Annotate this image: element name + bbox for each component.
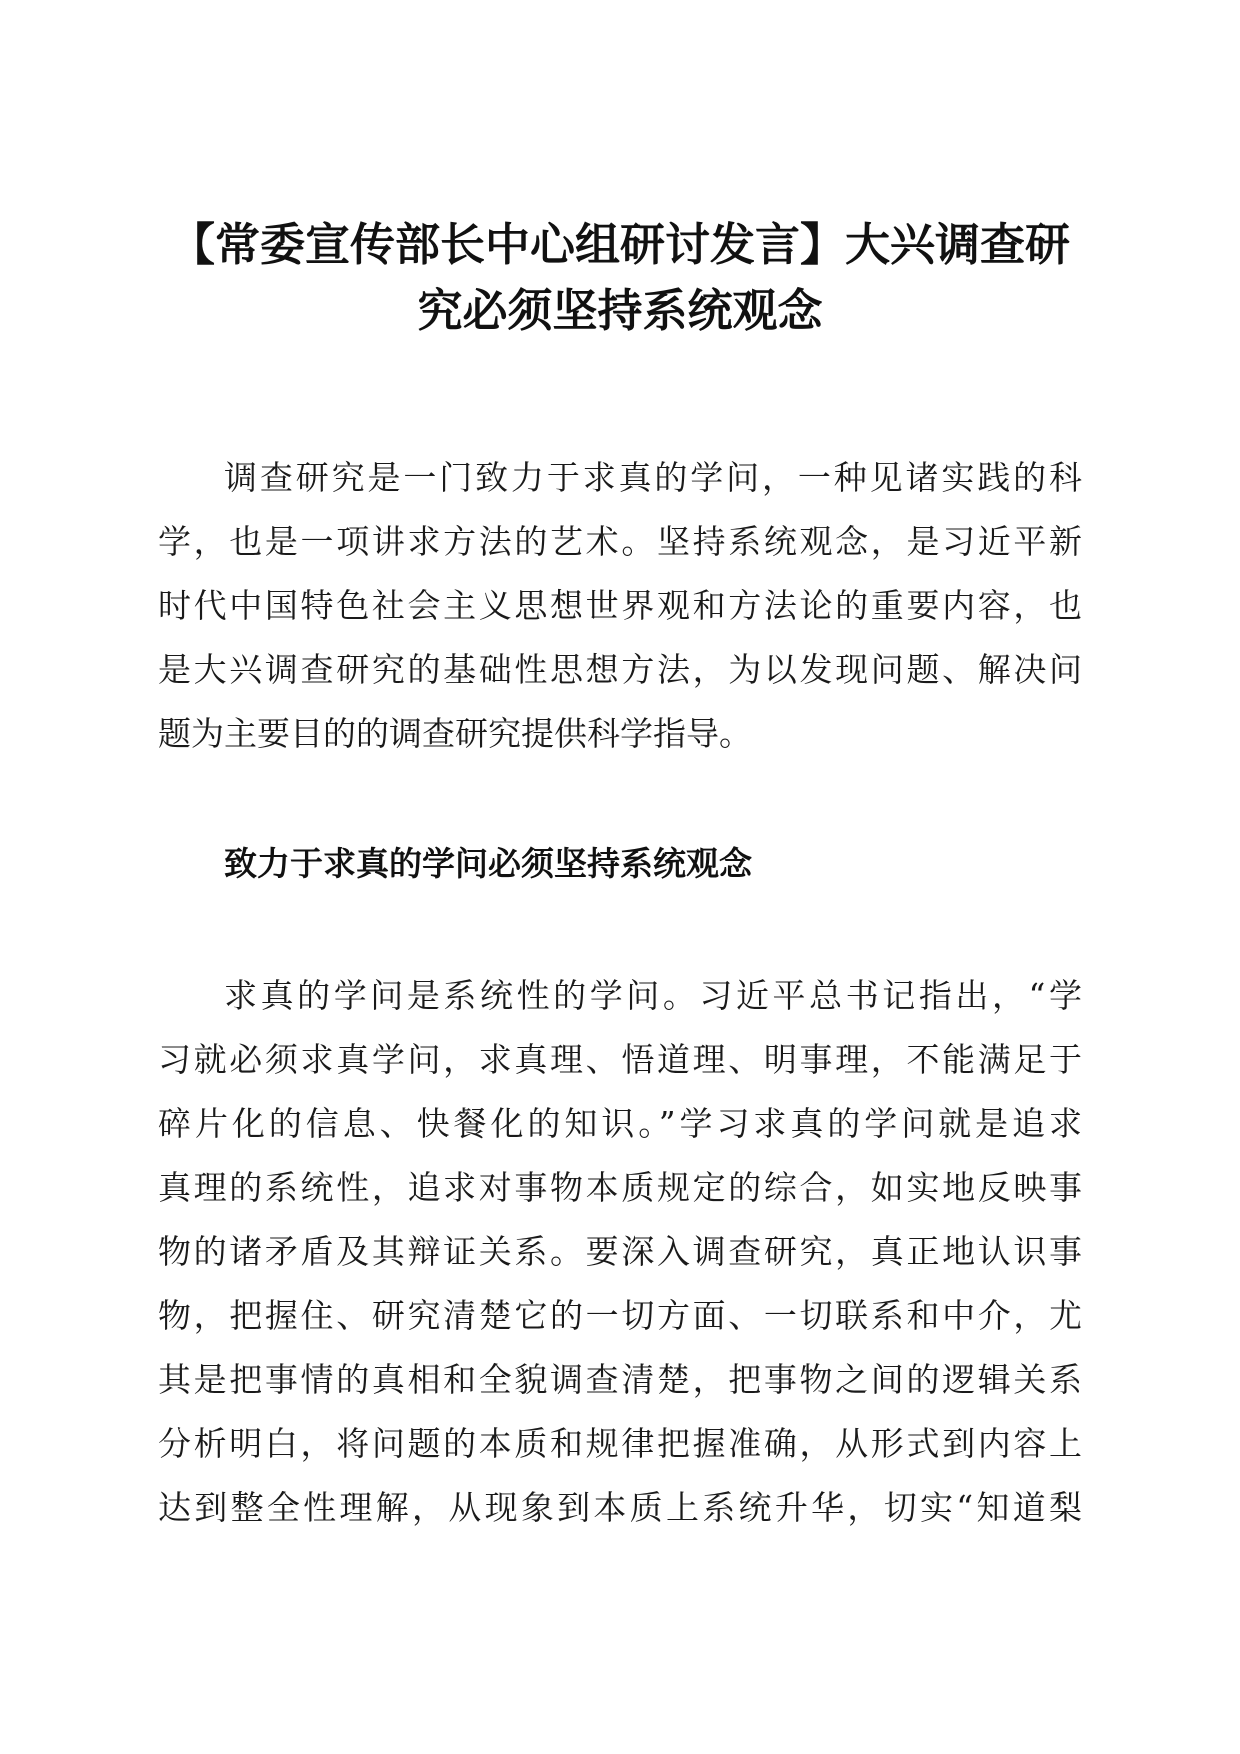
paragraph-line: 其是把事情的真相和全貌调查清楚，把事物之间的逻辑关系 (158, 1360, 1082, 1399)
paragraph-line: 碎片化的信息、快餐化的知识。”学习求真的学问就是追求 (158, 1104, 1082, 1143)
paragraph-section-1 (158, 964, 1082, 1540)
document-title (150, 212, 1090, 344)
section-heading: 致力于求真的学问必须坚持系统观念 (224, 844, 752, 883)
paragraph-line: 物的诸矛盾及其辩证关系。要深入调查研究，真正地认识事 (158, 1232, 1082, 1271)
paragraph-line: 分析明白，将问题的本质和规律把握准确，从形式到内容上 (158, 1424, 1082, 1463)
paragraph-line: 调查研究是一门致力于求真的学问，一种见诸实践的科 (224, 458, 1082, 497)
paragraph-line: 习就必须求真学问，求真理、悟道理、明事理，不能满足于 (158, 1040, 1082, 1079)
paragraph-intro (158, 446, 1082, 766)
paragraph-line: 真理的系统性，追求对事物本质规定的综合，如实地反映事 (158, 1168, 1082, 1207)
paragraph-line: 达到整全性理解，从现象到本质上系统升华，切实“知道梨 (158, 1488, 1082, 1527)
title-line: 【常委宣传部长中心组研讨发言】大兴调查研 (169, 218, 1070, 271)
paragraph-line: 学，也是一项讲求方法的艺术。坚持系统观念，是习近平新 (158, 522, 1082, 561)
paragraph-line: 题为主要目的的调查研究提供科学指导。 (158, 714, 752, 753)
paragraph-line: 时代中国特色社会主义思想世界观和方法论的重要内容，也 (158, 586, 1082, 625)
title-line: 究必须坚持系统观念 (417, 284, 823, 337)
paragraph-line: 物，把握住、研究清楚它的一切方面、一切联系和中介，尤 (158, 1296, 1082, 1335)
paragraph-line: 求真的学问是系统性的学问。习近平总书记指出，“学 (224, 976, 1082, 1015)
paragraph-line: 是大兴调查研究的基础性思想方法，为以发现问题、解决问 (158, 650, 1082, 689)
